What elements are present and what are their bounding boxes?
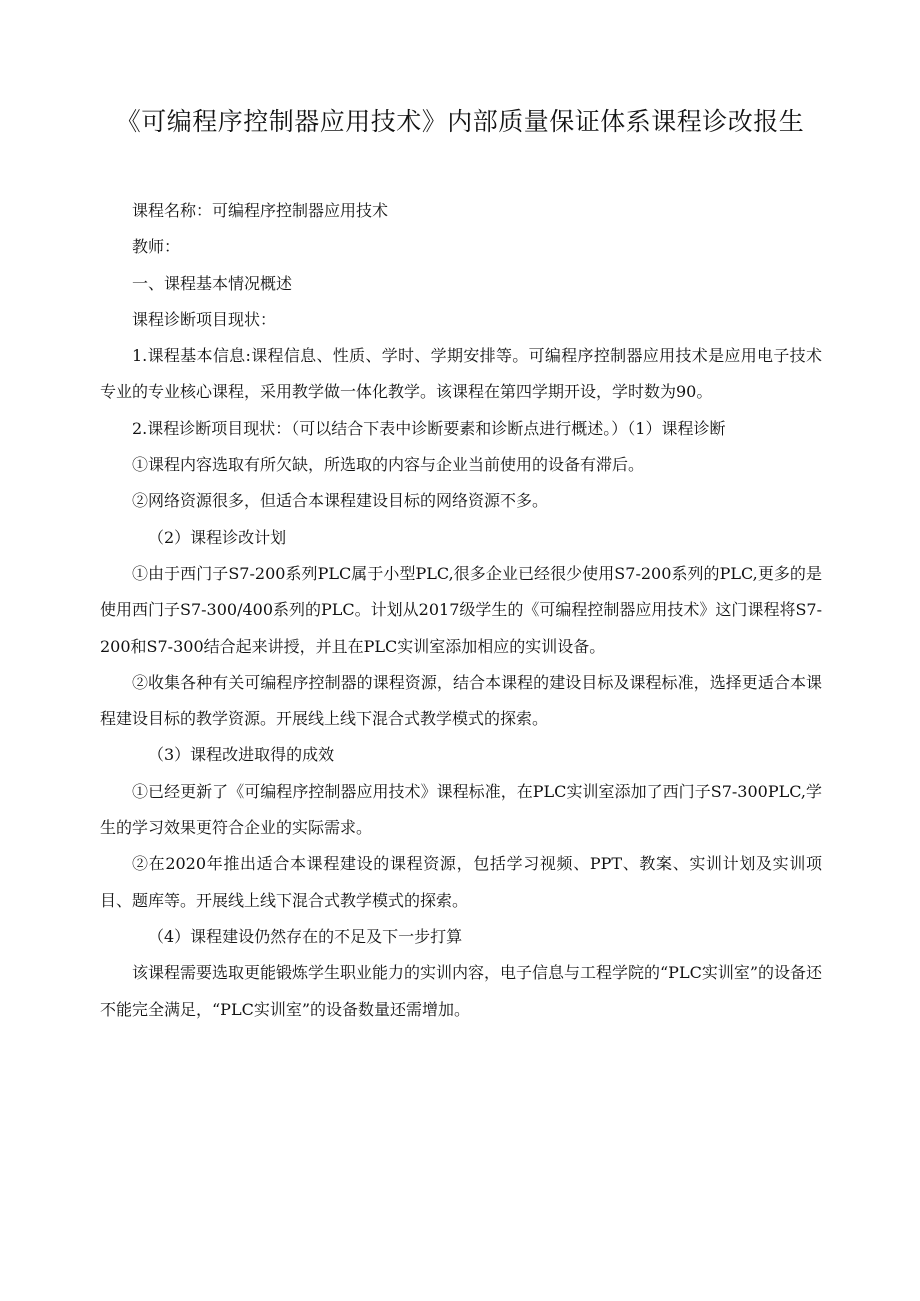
plan-point1: ①由于西门子S7-200系列PLC属于小型PLC,很多企业已经很少使用S7-200系列的PLC,更多的是使用西门子S7-300/400系列的PLC。计划从2017级学生的《可编程控制器应用技术》这门课程将S7-200和S7-300结合起来讲授，并且在PLC实训室添加相应的实训设备。 — [100, 563, 822, 656]
section1-heading: 一、课程基本情况概述 — [132, 273, 293, 293]
diag-point1: ①课程内容选取有所欠缺，所选取的内容与企业当前使用的设备有滞后。 — [132, 455, 645, 475]
document-title: 《可编程序控制器应用技术》内部质量保证体系课程诊改报生 — [115, 107, 805, 136]
plan-point2: ②收集各种有关可编程序控制器的课程资源，结合本课程的建设目标及课程标准，选择更适合本课程建设目标的教学资源。开展线上线下混合式教学模式的探索。 — [100, 672, 822, 729]
diag-status-heading: 课程诊断项目现状： — [132, 309, 277, 329]
shortfall-heading: （4）课程建设仍然存在的不足及下一步打算 — [148, 926, 463, 946]
course-name-line: 课程名称：可编程序控制器应用技术 — [132, 201, 389, 220]
result-point1: ①已经更新了《可编程序控制器应用技术》课程标准，在PLC实训室添加了西门子S7-300PLC,学生的学习效果更符合企业的实际需求。 — [100, 781, 822, 838]
shortfall-paragraph: 该课程需要选取更能锻炼学生职业能力的实训内容，电子信息与工程学院的“PLC实训室”的设备还不能完全满足，“PLC实训室”的设备数量还需增加。 — [100, 963, 822, 1019]
document-body — [100, 193, 822, 1028]
item2-paragraph: 2.课程诊断项目现状：（可以结合下表中诊断要素和诊断点进行概述。）（1）课程诊断 — [132, 418, 726, 438]
diag-point2: ②网络资源很多，但适合本课程建设目标的网络资源不多。 — [132, 491, 549, 511]
result-heading: （3）课程改进取得的成效 — [148, 745, 335, 765]
plan-heading: （2）课程诊改计划 — [148, 527, 287, 547]
result-point2: ②在2020年推出适合本课程建设的课程资源，包括学习视频、PPT、教案、实训计划及实训项目、题库等。开展线上线下混合式教学模式的探索。 — [100, 854, 822, 910]
item1-paragraph: 1.课程基本信息:课程信息、性质、学时、学期安排等。可编程序控制器应用技术是应用电子技术专业的专业核心课程，采用教学做一体化教学。该课程在第四学期开设，学时数为90。 — [100, 346, 822, 402]
teacher-line: 教师： — [132, 237, 181, 257]
